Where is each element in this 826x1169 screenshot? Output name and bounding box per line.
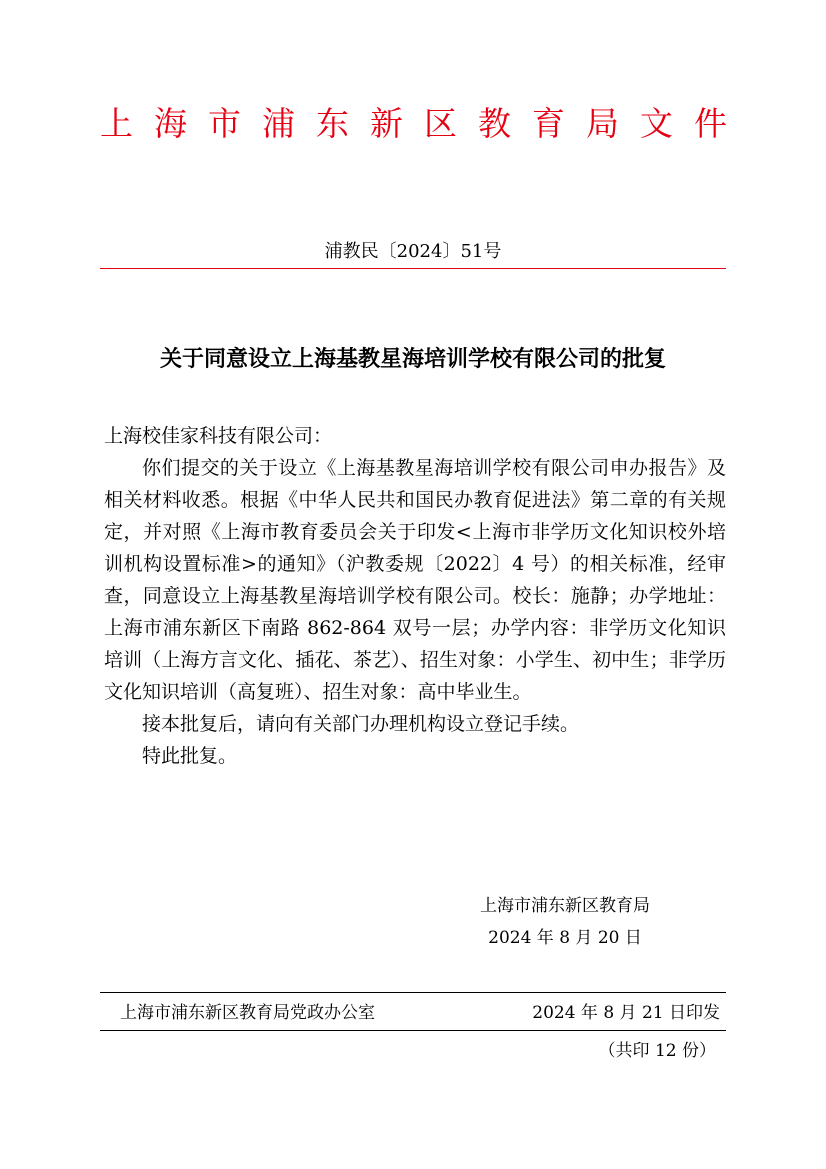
red-divider <box>100 268 726 269</box>
document-body <box>104 420 726 772</box>
footer-print-date: 2024 年 8 月 21 日印发 <box>532 1003 720 1023</box>
signoff-block <box>440 890 690 954</box>
body-paragraph-instruction: 接本批复后，请向有关部门办理机构设立登记手续。 <box>142 713 580 735</box>
body-paragraph-main: 你们提交的关于设立《上海基教星海培训学校有限公司申办报告》及相关材料收悉。根据《中华人民共和国民办教育促进法》第二章的有关规定，并对照《上海市教育委员会关于印发<上海市非学历文化知识校外培训机构设置标准>的通知》（沪教委规〔2022〕4 号）的相关标准，经审查，同意设立上海基教星海培训学校有限公司。校长：施静；办学地址：上海市浦东新区下南路 862-864 双号一层；办学内容：非学历文化知识培训（上海方言文化、插花、茶艺）、招生对象：小学生、初中生；非学历文化知识培训（高复班）、招生对象：高中毕业生。 <box>104 457 726 703</box>
footer-top-rule <box>100 992 726 993</box>
document-number: 浦教民〔2024〕51号 <box>324 241 502 262</box>
document-masthead: 上海市浦东新区教育局文件 <box>100 104 748 143</box>
footer-bottom-rule <box>100 1030 726 1031</box>
salutation: 上海校佳家科技有限公司： <box>104 425 333 447</box>
document-title: 关于同意设立上海基教星海培训学校有限公司的批复 <box>159 347 666 372</box>
footer-office: 上海市浦东新区教育局党政办公室 <box>120 1003 375 1023</box>
issuer-name: 上海市浦东新区教育局 <box>480 896 650 916</box>
issue-date: 2024 年 8 月 20 日 <box>488 928 642 948</box>
body-paragraph-closing: 特此批复。 <box>142 745 238 767</box>
copies-count: （共印 12 份） <box>598 1041 716 1061</box>
